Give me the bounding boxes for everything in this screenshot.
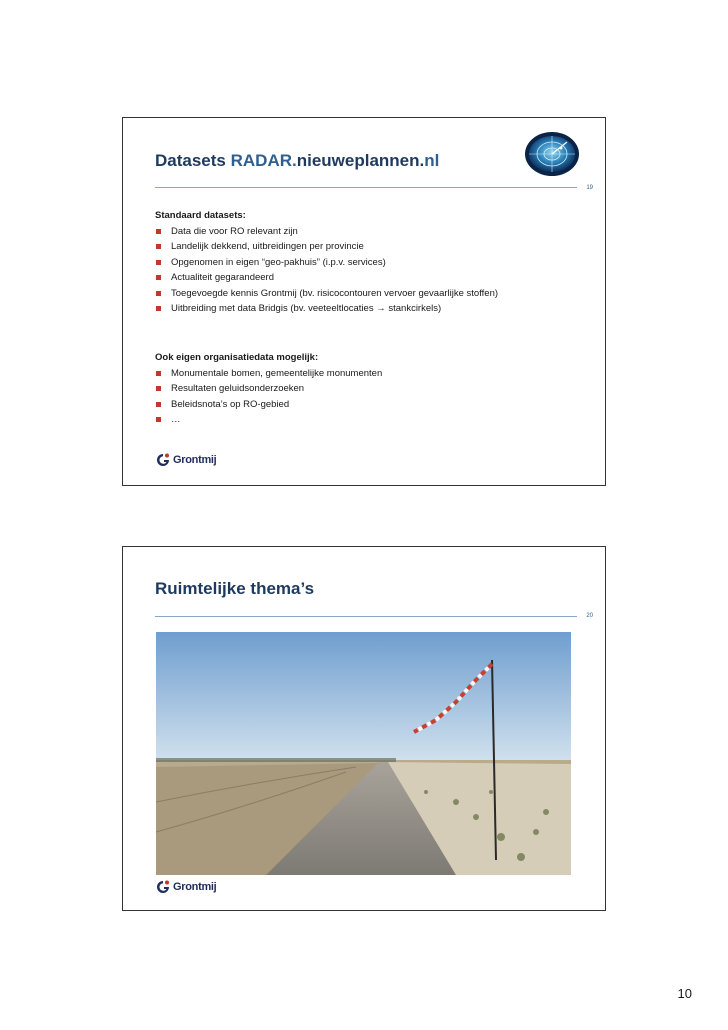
bullet-icon xyxy=(156,244,161,249)
list-item-text: Resultaten geluidsonderzoeken xyxy=(171,383,305,394)
slide-number: 19 xyxy=(586,185,593,191)
title-mid: nieuweplannen. xyxy=(296,151,425,170)
list-item xyxy=(155,397,382,413)
list-item xyxy=(155,301,498,317)
list-item-text: … xyxy=(171,414,181,425)
bullet-list xyxy=(155,224,498,317)
list-item xyxy=(155,255,498,271)
list-item-text: Toegevoegde kennis Grontmij (bv. risicocontouren vervoer gevaarlijke stoffen) xyxy=(171,287,499,299)
bullet-icon xyxy=(156,386,161,391)
page-number: 10 xyxy=(677,986,692,1001)
bullet-icon xyxy=(156,260,161,265)
bullet-icon xyxy=(156,291,161,296)
landscape-photo xyxy=(156,632,571,875)
list-item xyxy=(155,412,382,428)
logo-text: Grontmij xyxy=(173,881,217,893)
list-item xyxy=(155,239,498,255)
bullet-icon xyxy=(156,229,161,234)
bullet-icon xyxy=(156,417,161,422)
slide-number: 20 xyxy=(586,613,593,619)
list-item-text: Monumentale bomen, gemeentelijke monumenten xyxy=(171,367,383,379)
grontmij-logo xyxy=(155,452,216,468)
title-rule xyxy=(155,616,577,617)
slide-title xyxy=(155,151,439,171)
standard-datasets-section xyxy=(155,208,498,317)
list-item-text: Landelijk dekkend, uitbreidingen per provincie xyxy=(171,241,364,252)
title-suffix: nl xyxy=(424,151,440,170)
list-item-text: Beleidsnota’s op RO-gebied xyxy=(171,398,290,410)
title-highlight: RADAR. xyxy=(230,151,297,170)
logo-text: Grontmij xyxy=(173,454,217,466)
grontmij-logo-icon xyxy=(155,879,171,895)
bullet-list xyxy=(155,366,382,428)
bullet-icon xyxy=(156,402,161,407)
slide-19 xyxy=(122,117,606,486)
list-item xyxy=(155,366,382,382)
list-item-text: Data die voor RO relevant zijn xyxy=(171,225,298,237)
bullet-icon xyxy=(156,306,161,311)
list-item xyxy=(155,286,498,302)
grontmij-logo-icon xyxy=(155,452,171,468)
slide-title: Ruimtelijke thema’s xyxy=(155,579,315,598)
section-heading: Standaard datasets: xyxy=(155,210,246,221)
list-item-text: Opgenomen in eigen “geo-pakhuis” (i.p.v. services) xyxy=(171,256,386,268)
title-rule xyxy=(155,187,577,188)
bullet-icon xyxy=(156,275,161,280)
title-prefix: Datasets xyxy=(155,151,231,170)
list-item-text: Actualiteit gegarandeerd xyxy=(171,272,274,283)
section-heading: Ook eigen organisatiedata mogelijk: xyxy=(155,352,319,363)
slide-20 xyxy=(122,546,606,911)
own-data-section xyxy=(155,350,382,428)
bullet-icon xyxy=(156,371,161,376)
grontmij-logo xyxy=(155,879,216,895)
list-item xyxy=(155,381,382,397)
radar-icon xyxy=(523,130,581,178)
list-item xyxy=(155,270,498,286)
list-item-text: Uitbreiding met data Bridgis (bv. veeteeltlocaties → stankcirkels) xyxy=(171,303,442,314)
list-item xyxy=(155,224,498,240)
